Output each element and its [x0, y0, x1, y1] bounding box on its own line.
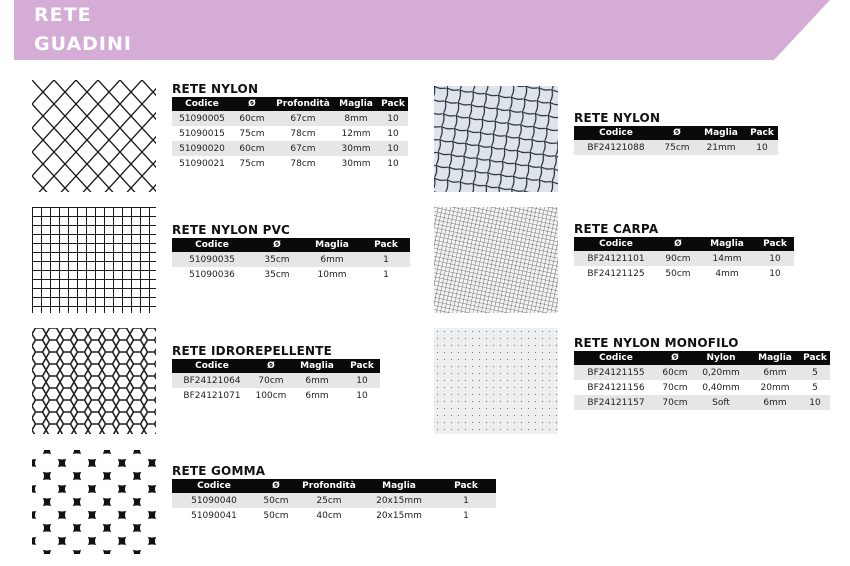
table-row	[172, 508, 496, 523]
table-cell: BF24121064	[172, 373, 252, 388]
table-cell: BF24121071	[172, 388, 252, 403]
column-header: Codice	[574, 351, 658, 365]
section-rete-nylon	[172, 81, 408, 171]
net-image-monofilo	[434, 328, 558, 434]
column-header: Profondità	[296, 479, 362, 493]
section-title: RETE GOMMA	[172, 464, 266, 478]
table-cell: 10	[746, 140, 778, 155]
section-title: RETE CARPA	[574, 222, 659, 236]
table-cell: 51090035	[172, 252, 252, 267]
table-cell: 6mm	[750, 365, 800, 380]
net-image-carpa	[434, 207, 558, 313]
table-cell: 51090021	[172, 156, 232, 171]
table-cell: 1	[436, 508, 496, 523]
net-image-nylon-diamond	[32, 80, 156, 192]
table-cell: 20mm	[750, 380, 800, 395]
spec-table	[172, 359, 380, 403]
table-cell: 5	[800, 365, 830, 380]
column-header: Profondità	[272, 97, 334, 111]
net-image-nylon-pvc	[32, 207, 156, 313]
table-cell: 70cm	[658, 395, 692, 410]
table-cell: 10	[344, 373, 380, 388]
table-cell: 78cm	[272, 156, 334, 171]
table-cell: 0,20mm	[692, 365, 750, 380]
header-title-line1: RETE	[34, 4, 92, 26]
column-header: Codice	[172, 97, 232, 111]
table-cell: 35cm	[252, 267, 302, 282]
table-cell: 50cm	[256, 493, 296, 508]
column-header: Ø	[256, 479, 296, 493]
table-row	[172, 141, 408, 156]
column-header: Maglia	[290, 359, 344, 373]
table-cell: 12mm	[334, 126, 378, 141]
table-cell: 14mm	[698, 251, 756, 266]
column-header: Maglia	[696, 126, 746, 140]
column-header: Pack	[800, 351, 830, 365]
spec-table	[574, 351, 830, 410]
table-cell: 35cm	[252, 252, 302, 267]
section-title: RETE NYLON MONOFILO	[574, 336, 739, 350]
table-cell: 4mm	[698, 266, 756, 281]
table-cell: 0,40mm	[692, 380, 750, 395]
section-rete-carpa	[574, 221, 794, 281]
table-cell: 78cm	[272, 126, 334, 141]
table-cell: 10	[378, 141, 408, 156]
table-cell: BF24121125	[574, 266, 658, 281]
column-header: Pack	[362, 238, 410, 252]
header-title-line2: GUADINI	[34, 33, 132, 55]
table-row	[172, 493, 496, 508]
table-cell: 60cm	[658, 365, 692, 380]
section-title: RETE IDROREPELLENTE	[172, 344, 333, 358]
column-header: Pack	[756, 237, 794, 251]
table-cell: 6mm	[302, 252, 362, 267]
header-banner	[14, 0, 830, 60]
spec-table	[574, 237, 794, 281]
table-cell: 51090005	[172, 111, 232, 126]
table-cell: 10	[800, 395, 830, 410]
section-title: RETE NYLON	[172, 82, 259, 96]
table-cell: 6mm	[290, 388, 344, 403]
table-row	[172, 267, 410, 282]
table-cell: 75cm	[232, 156, 272, 171]
column-header: Maglia	[334, 97, 378, 111]
section-rete-nylon-pvc	[172, 222, 410, 282]
column-header: Maglia	[698, 237, 756, 251]
section-rete-nylon-monofilo	[574, 335, 830, 410]
table-cell: 10	[344, 388, 380, 403]
table-cell: 40cm	[296, 508, 362, 523]
table-cell: 51090041	[172, 508, 256, 523]
table-cell: 8mm	[334, 111, 378, 126]
table-cell: 50cm	[256, 508, 296, 523]
section-rete-idrorepellente	[172, 343, 380, 403]
column-header: Ø	[658, 351, 692, 365]
table-cell: 70cm	[252, 373, 290, 388]
spec-table	[574, 126, 778, 155]
table-row	[574, 140, 778, 155]
column-header: Ø	[658, 237, 698, 251]
spec-table	[172, 479, 496, 523]
table-cell: 21mm	[696, 140, 746, 155]
column-header: Codice	[574, 126, 658, 140]
table-cell: 60cm	[232, 111, 272, 126]
table-cell: 51090036	[172, 267, 252, 282]
column-header: Ø	[252, 359, 290, 373]
table-cell: 10	[378, 111, 408, 126]
table-row	[574, 251, 794, 266]
table-row	[172, 111, 408, 126]
table-cell: 5	[800, 380, 830, 395]
column-header: Nylon	[692, 351, 750, 365]
column-header: Ø	[658, 126, 696, 140]
table-cell: 20x15mm	[362, 508, 436, 523]
table-row	[574, 380, 830, 395]
spec-table	[172, 238, 410, 282]
table-cell: 50cm	[658, 266, 698, 281]
column-header: Pack	[378, 97, 408, 111]
table-cell: BF24121088	[574, 140, 658, 155]
section-rete-nylon-2	[574, 110, 778, 155]
table-cell: 10mm	[302, 267, 362, 282]
table-cell: BF24121155	[574, 365, 658, 380]
table-cell: BF24121156	[574, 380, 658, 395]
column-header: Pack	[344, 359, 380, 373]
column-header: Maglia	[302, 238, 362, 252]
column-header: Codice	[172, 359, 252, 373]
table-row	[172, 126, 408, 141]
table-cell: 10	[756, 251, 794, 266]
column-header: Pack	[436, 479, 496, 493]
table-cell: 6mm	[290, 373, 344, 388]
table-cell: 75cm	[658, 140, 696, 155]
table-cell: 67cm	[272, 111, 334, 126]
section-title: RETE NYLON PVC	[172, 223, 291, 237]
table-cell: 51090015	[172, 126, 232, 141]
table-row	[172, 252, 410, 267]
column-header: Maglia	[750, 351, 800, 365]
table-row	[574, 395, 830, 410]
column-header: Pack	[746, 126, 778, 140]
table-cell: 75cm	[232, 126, 272, 141]
net-image-nylon-2	[434, 86, 558, 192]
column-header: Ø	[232, 97, 272, 111]
net-image-idrorepellente	[32, 328, 156, 434]
table-cell: 10	[378, 126, 408, 141]
spec-table	[172, 97, 408, 171]
section-title: RETE NYLON	[574, 111, 661, 125]
column-header: Codice	[172, 479, 256, 493]
table-row	[172, 156, 408, 171]
table-row	[172, 373, 380, 388]
table-cell: 1	[436, 493, 496, 508]
table-cell: 30mm	[334, 156, 378, 171]
column-header: Maglia	[362, 479, 436, 493]
net-image-gomma	[32, 450, 156, 554]
table-cell: 10	[378, 156, 408, 171]
table-cell: 10	[756, 266, 794, 281]
column-header: Codice	[172, 238, 252, 252]
table-cell: 90cm	[658, 251, 698, 266]
table-cell: 51090040	[172, 493, 256, 508]
table-cell: Soft	[692, 395, 750, 410]
header-banner-shape	[14, 0, 830, 60]
table-cell: 51090020	[172, 141, 232, 156]
column-header: Codice	[574, 237, 658, 251]
table-cell: 6mm	[750, 395, 800, 410]
column-header: Ø	[252, 238, 302, 252]
table-cell: 60cm	[232, 141, 272, 156]
table-cell: 25cm	[296, 493, 362, 508]
table-cell: 100cm	[252, 388, 290, 403]
table-cell: BF24121157	[574, 395, 658, 410]
table-row	[172, 388, 380, 403]
table-row	[574, 365, 830, 380]
table-cell: 1	[362, 267, 410, 282]
table-cell: 20x15mm	[362, 493, 436, 508]
table-cell: 1	[362, 252, 410, 267]
table-cell: 30mm	[334, 141, 378, 156]
table-cell: 67cm	[272, 141, 334, 156]
table-row	[574, 266, 794, 281]
table-cell: 70cm	[658, 380, 692, 395]
table-cell: BF24121101	[574, 251, 658, 266]
section-rete-gomma	[172, 463, 496, 523]
